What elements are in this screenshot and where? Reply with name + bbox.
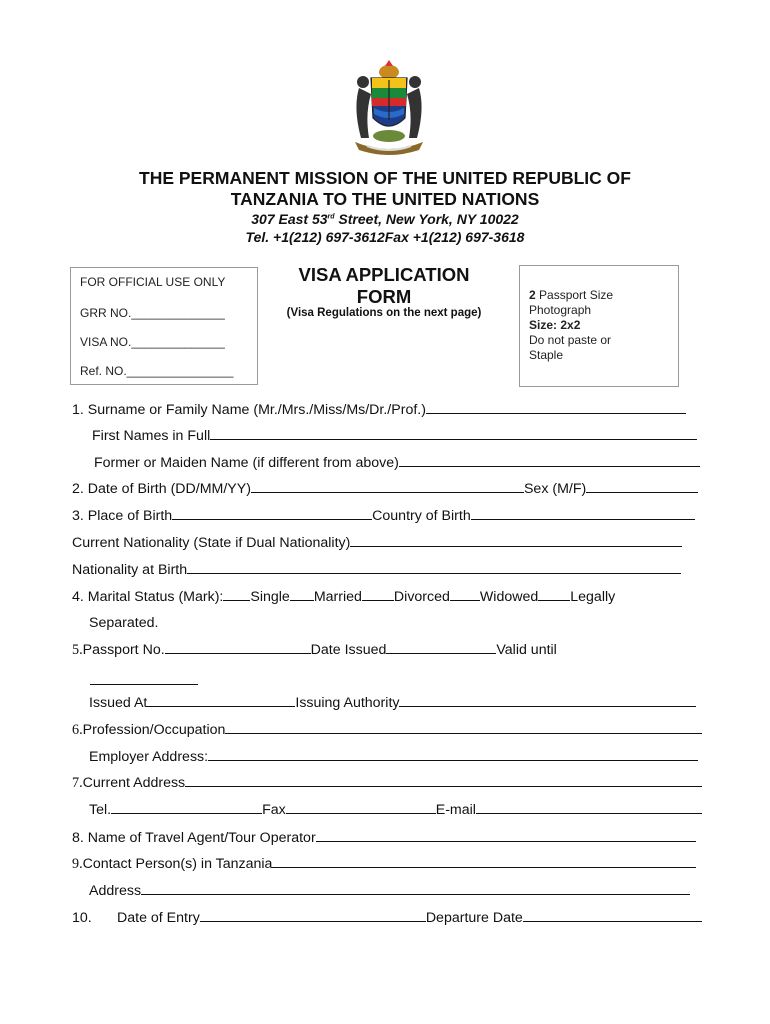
separated-label: Separated. xyxy=(89,615,159,631)
contact-address-row xyxy=(89,883,690,899)
former-name-field[interactable] xyxy=(399,456,700,467)
widowed-mark-field[interactable] xyxy=(450,590,480,601)
current-address-row xyxy=(72,775,702,792)
surname-row xyxy=(72,402,686,418)
profession-label: Profession/Occupation xyxy=(82,722,226,738)
email-field[interactable] xyxy=(476,803,702,814)
passport-number-field[interactable] xyxy=(165,643,311,654)
marital-status-label: 4. Marital Status (Mark): xyxy=(72,589,224,605)
divorced-label: Divorced xyxy=(393,589,450,605)
issued-at-row xyxy=(89,695,696,711)
first-names-label: First Names in Full xyxy=(92,428,211,444)
date-entry-field[interactable] xyxy=(200,911,426,922)
photo-count-line: 2 Passport Size xyxy=(529,288,614,302)
dob-sex-row xyxy=(72,481,698,497)
valid-until-field[interactable] xyxy=(90,674,198,685)
contact-person-field[interactable] xyxy=(272,857,696,868)
place-birth-label: 3. Place of Birth xyxy=(72,508,173,524)
fax-label: Fax xyxy=(262,802,286,818)
contact-numbers-row xyxy=(89,802,702,818)
current-nationality-row xyxy=(72,535,682,551)
surname-field[interactable] xyxy=(426,403,686,414)
departure-date-label: Departure Date xyxy=(425,910,523,926)
nationality-birth-field[interactable] xyxy=(187,563,681,574)
official-use-heading: FOR OFFICIAL USE ONLY xyxy=(80,275,226,289)
photo-line2: Photograph xyxy=(529,303,592,317)
mission-title-line1: THE PERMANENT MISSION OF THE UNITED REPUBLIC OF xyxy=(139,168,631,188)
visa-regulations-note: (Visa Regulations on the next page) xyxy=(286,307,482,319)
first-names-row xyxy=(92,428,697,444)
passport-row xyxy=(72,642,592,659)
date-entry-label: Date of Entry xyxy=(117,910,200,926)
current-address-index: 7. xyxy=(72,775,83,791)
mission-phone-fax: Tel. +1(212) 697-3612Fax +1(212) 697-3618 xyxy=(245,229,525,245)
tel-label: Tel. xyxy=(89,802,112,818)
employer-address-field[interactable] xyxy=(208,750,698,761)
contact-person-label: Contact Person(s) in Tanzania xyxy=(82,856,273,872)
first-names-field[interactable] xyxy=(210,429,697,440)
married-label: Married xyxy=(313,589,362,605)
issuing-authority-label: Issuing Authority xyxy=(295,695,400,711)
tanzania-coat-of-arms-emblem xyxy=(341,58,437,158)
tel-field[interactable] xyxy=(111,803,262,814)
married-mark-field[interactable] xyxy=(290,590,314,601)
nationality-birth-row xyxy=(72,562,681,578)
sex-field[interactable] xyxy=(586,482,698,493)
employer-address-row xyxy=(89,749,698,765)
former-name-row xyxy=(94,455,700,471)
photo-line4: Do not paste or xyxy=(529,333,612,347)
mission-address: 307 East 53rd Street, New York, NY 10022 xyxy=(251,211,519,227)
grr-number-line: GRR NO.______________ xyxy=(80,306,225,320)
passport-photo-box xyxy=(519,265,679,387)
nationality-birth-label: Nationality at Birth xyxy=(72,562,188,578)
place-birth-field[interactable] xyxy=(172,509,372,520)
form-title-line2: FORM xyxy=(356,286,412,307)
country-birth-label: Country of Birth xyxy=(372,508,471,524)
visa-number-line: VISA NO.______________ xyxy=(80,335,225,349)
contact-person-row xyxy=(72,856,696,873)
travel-agent-field[interactable] xyxy=(316,831,696,842)
photo-line5: Staple xyxy=(529,348,564,362)
date-entry-index: 10. xyxy=(72,910,92,926)
surname-label: 1. Surname or Family Name (Mr./Mrs./Miss/Ms/Dr./Prof.) xyxy=(72,402,426,418)
country-birth-field[interactable] xyxy=(471,509,695,520)
mission-title-line2: TANZANIA TO THE UNITED NATIONS xyxy=(230,189,540,209)
legally-label: Legally xyxy=(570,589,616,605)
fax-field[interactable] xyxy=(286,803,436,814)
single-mark-field[interactable] xyxy=(223,590,250,601)
email-label: E-mail xyxy=(435,802,476,818)
date-issued-field[interactable] xyxy=(386,643,496,654)
issuing-authority-field[interactable] xyxy=(399,696,696,707)
contact-address-field[interactable] xyxy=(141,884,690,895)
divorced-mark-field[interactable] xyxy=(362,590,394,601)
departure-date-field[interactable] xyxy=(523,911,702,922)
separated-row xyxy=(89,615,158,631)
official-use-box xyxy=(70,267,258,385)
widowed-label: Widowed xyxy=(479,589,539,605)
travel-dates-row xyxy=(72,910,702,926)
valid-until-label: Valid until xyxy=(496,642,557,658)
current-address-field[interactable] xyxy=(185,776,702,787)
employer-address-label: Employer Address: xyxy=(89,749,209,765)
profession-row xyxy=(72,722,702,739)
contact-address-label: Address xyxy=(89,883,142,899)
passport-number-index: 5. xyxy=(72,642,83,658)
current-nationality-field[interactable] xyxy=(350,536,682,547)
marital-status-row xyxy=(72,589,684,605)
place-birth-row xyxy=(72,508,695,524)
profession-index: 6. xyxy=(72,722,83,738)
date-issued-label: Date Issued xyxy=(310,642,387,658)
single-label: Single xyxy=(250,589,290,605)
travel-agent-label: 8. Name of Travel Agent/Tour Operator xyxy=(72,830,316,846)
issued-at-field[interactable] xyxy=(147,696,295,707)
sex-label: Sex (M/F) xyxy=(523,481,587,497)
current-nationality-label: Current Nationality (State if Dual Nationality) xyxy=(72,535,351,551)
form-title-line1: VISA APPLICATION xyxy=(298,264,470,285)
issued-at-label: Issued At xyxy=(89,695,148,711)
current-address-label: Current Address xyxy=(82,775,186,791)
photo-size: Size: 2x2 xyxy=(529,318,581,332)
profession-field[interactable] xyxy=(225,723,702,734)
ref-number-line: Ref. NO.________________ xyxy=(80,364,234,378)
dob-label: 2. Date of Birth (DD/MM/YY) xyxy=(72,481,251,497)
dob-field[interactable] xyxy=(251,482,524,493)
travel-agent-row xyxy=(72,830,696,846)
legally-separated-mark-field[interactable] xyxy=(538,590,570,601)
former-name-label: Former or Maiden Name (if different from above) xyxy=(94,455,399,471)
contact-person-index: 9. xyxy=(72,856,83,872)
passport-number-label: Passport No. xyxy=(82,642,165,658)
